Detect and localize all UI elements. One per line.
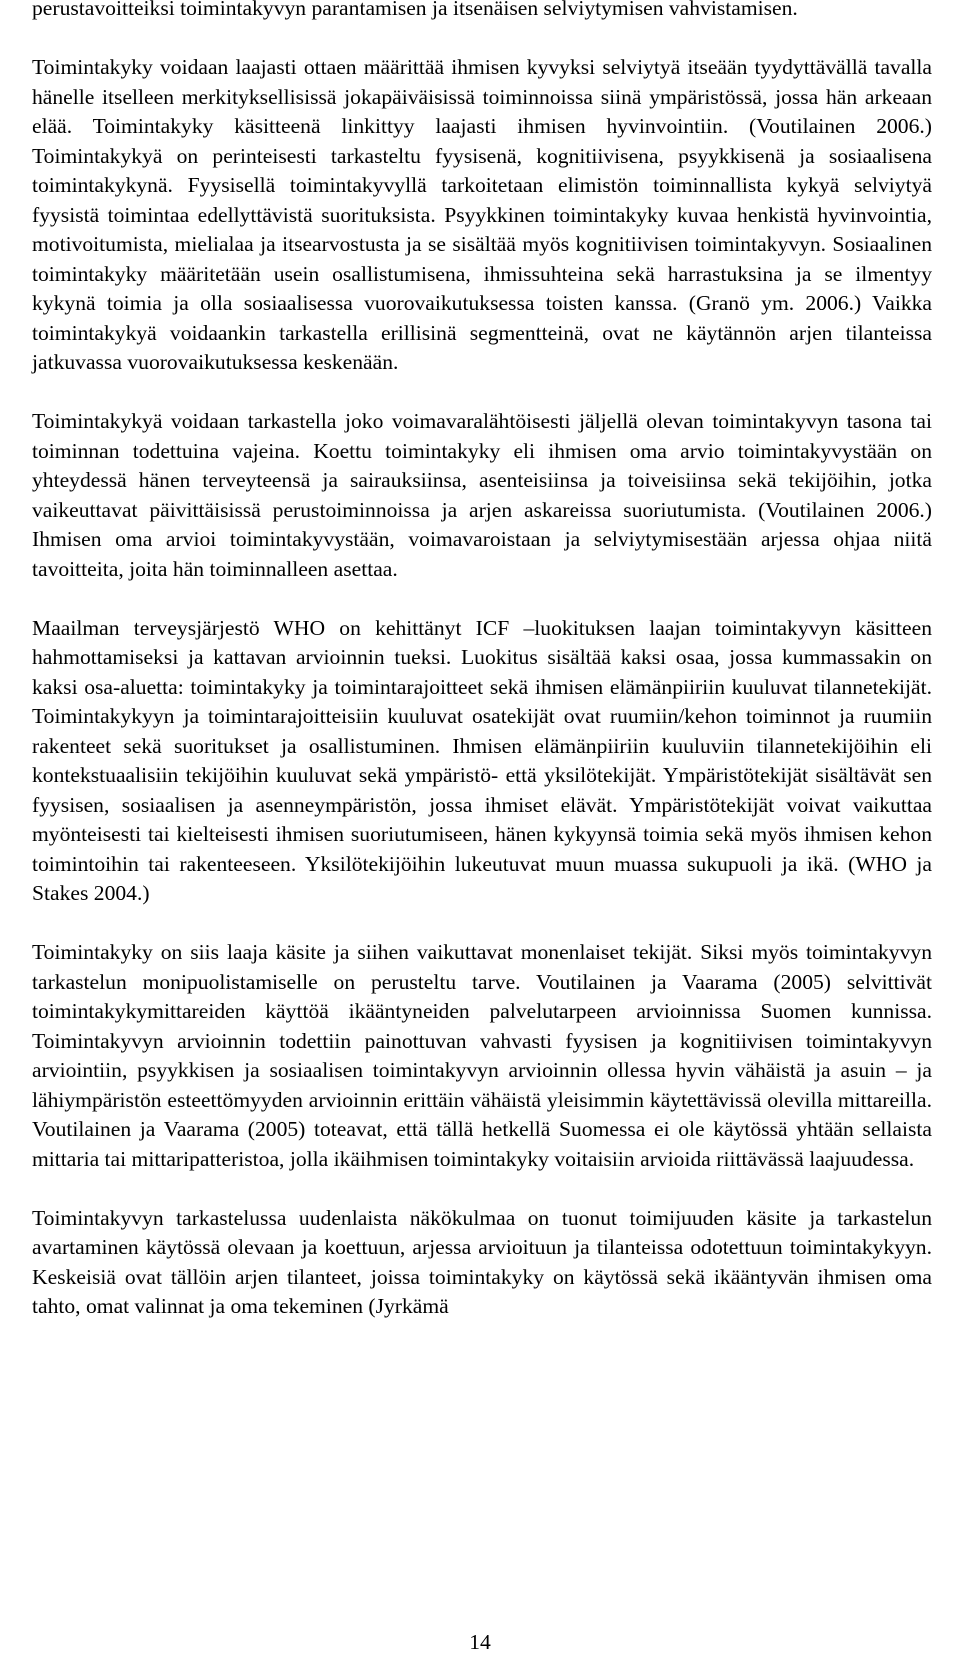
paragraph-1: perustavoitteiksi toimintakyvyn parantamisen ja itsenäisen selviytymisen vahvistamisen. <box>32 0 798 20</box>
page-number: 14 <box>469 1630 491 1654</box>
paragraph-3: Toimintakykyä voidaan tarkastella joko voimavaralähtöisesti jäljellä olevan toimintakyvyn tasona tai toiminnan todettuina vajeina. Koettu toimintakyky eli ihmisen oma arvio toimintakyvystään on yhteydessä hänen terveyteensä ja sairauksiinsa, asenteisiinsa ja toiveisiinsa sekä tekijöihin, jotka vaikeuttavat päivittäisissä perustoiminnoissa ja arjen askareissa suoriutumista. (Voutilainen 2006.) Ihmisen oma arvioi toimintakyvystään, voimavaroistaan ja selviytymisestään arjessa ohjaa niitä tavoitteita, joita hän toiminnalleen asettaa. <box>32 409 932 581</box>
paragraph-2: Toimintakyky voidaan laajasti ottaen määrittää ihmisen kyvyksi selviytyä itseään tyydyttävällä tavalla hänelle itselleen merkityksellisissä jokapäiväisissä toiminnoissa siinä ympäristössä, jossa hän arkeaan elää. Toimintakyky käsitteenä linkittyy laajasti ihmisen hyvinvointiin. (Voutilainen 2006.) Toimintakykyä on perinteisesti tarkasteltu fyysisenä, kognitiivisena, psyykkisenä ja sosiaalisena toimintakykynä. Fyysisellä toimintakyvyllä tarkoitetaan elimistön toiminnallista kykyä selviytyä fyysistä toimintaa edellyttävistä suorituksista. Psyykkinen toimintakyky kuvaa henkistä hyvinvointia, motivoitumista, mielialaa ja itsearvostusta ja se sisältää myös kognitiivisen toimintakyvyn. Sosiaalinen toimintakyky määritetään usein osallistumisena, ihmissuhteina sekä harrastuksina ja se ilmentyy kykynä toimia ja olla sosiaalisessa vuorovaikutuksessa toisten kanssa. (Granö ym. 2006.) Vaikka toimintakykyä voidaankin tarkastella erillisinä segmentteinä, ovat ne käytännön arjen tilanteissa jatkuvassa vuorovaikutuksessa keskenään. <box>32 55 932 374</box>
paragraph-5: Toimintakyky on siis laaja käsite ja siihen vaikuttavat monenlaiset tekijät. Siksi myös toimintakyvyn tarkastelun monipuolistamiselle on perusteltu tarve. Voutilainen ja Vaarama (2005) selvittivät toimintakykymittareiden käyttöä ikääntyneiden palvelutarpeen arvioinnissa Suomen kunnissa. Toimintakyvyn arvioinnin todettiin painottuvan vahvasti fyysisen ja kognitiivisen toimintakyvyn arviointiin, psyykkisen ja sosiaalisen toimintakyvyn arvioinnin ollessa hyvin vähäistä ja asuin – ja lähiympäristön esteettömyyden arvioinnin erittäin vähäistä yleisimmin käytettävissä olevilla mittareilla. Voutilainen ja Vaarama (2005) toteavat, että tällä hetkellä Suomessa ei ole käytössä yhtään sellaista mittaria tai mittaripatteristoa, jolla ikäihmisen toimintakyky voitaisiin arvioida riittävässä laajuudessa. <box>32 940 932 1171</box>
paragraph-6: Toimintakyvyn tarkastelussa uudenlaista näkökulmaa on tuonut toimijuuden käsite ja tarkastelun avartaminen käytössä olevaan ja koettuun, arjessa arvioituun ja tilanteissa odotettuun toimintakykyyn. Keskeisiä ovat tällöin arjen tilanteet, joissa toimintakyky on käytössä sekä ikääntyvän ihmisen oma tahto, omat valinnat ja oma tekeminen (Jyrkämä <box>32 1205 932 1318</box>
body-text <box>32 0 932 1351</box>
paragraph-4: Maailman terveysjärjestö WHO on kehittänyt ICF –luokituksen laajan toimintakyvyn käsitteen hahmottamiseksi ja kattavan arvioinnin tueksi. Luokitus sisältää kaksi osaa, jossa kummassakin on kaksi osa-aluetta: toimintakyky ja toimintarajoitteet sekä ihmisen elämänpiiriin kuuluvat tilannetekijät. Toimintakykyyn ja toimintarajoitteisiin kuuluvat osatekijät ovat ruumiin/kehon toiminnot ja ruumiin rakenteet sekä suoritukset ja osallistuminen. Ihmisen elämänpiiriin kuuluviin tilannetekijöihin eli kontekstuaalisiin tekijöihin kuuluvat sekä ympäristö- että yksilötekijät. Ympäristötekijät sisältävät sen fyysisen, sosiaalisen ja asenneympäristön, jossa ihmiset elävät. Ympäristötekijät voivat vaikuttaa myönteisesti tai kielteisesti ihmisen suoriutumiseen, hänen kykyynsä toimia sekä myös ihmisen kehon toimintoihin tai rakenteeseen. Yksilötekijöihin lukeutuvat muun muassa sukupuoli ja ikä. (WHO ja Stakes 2004.) <box>32 615 932 905</box>
